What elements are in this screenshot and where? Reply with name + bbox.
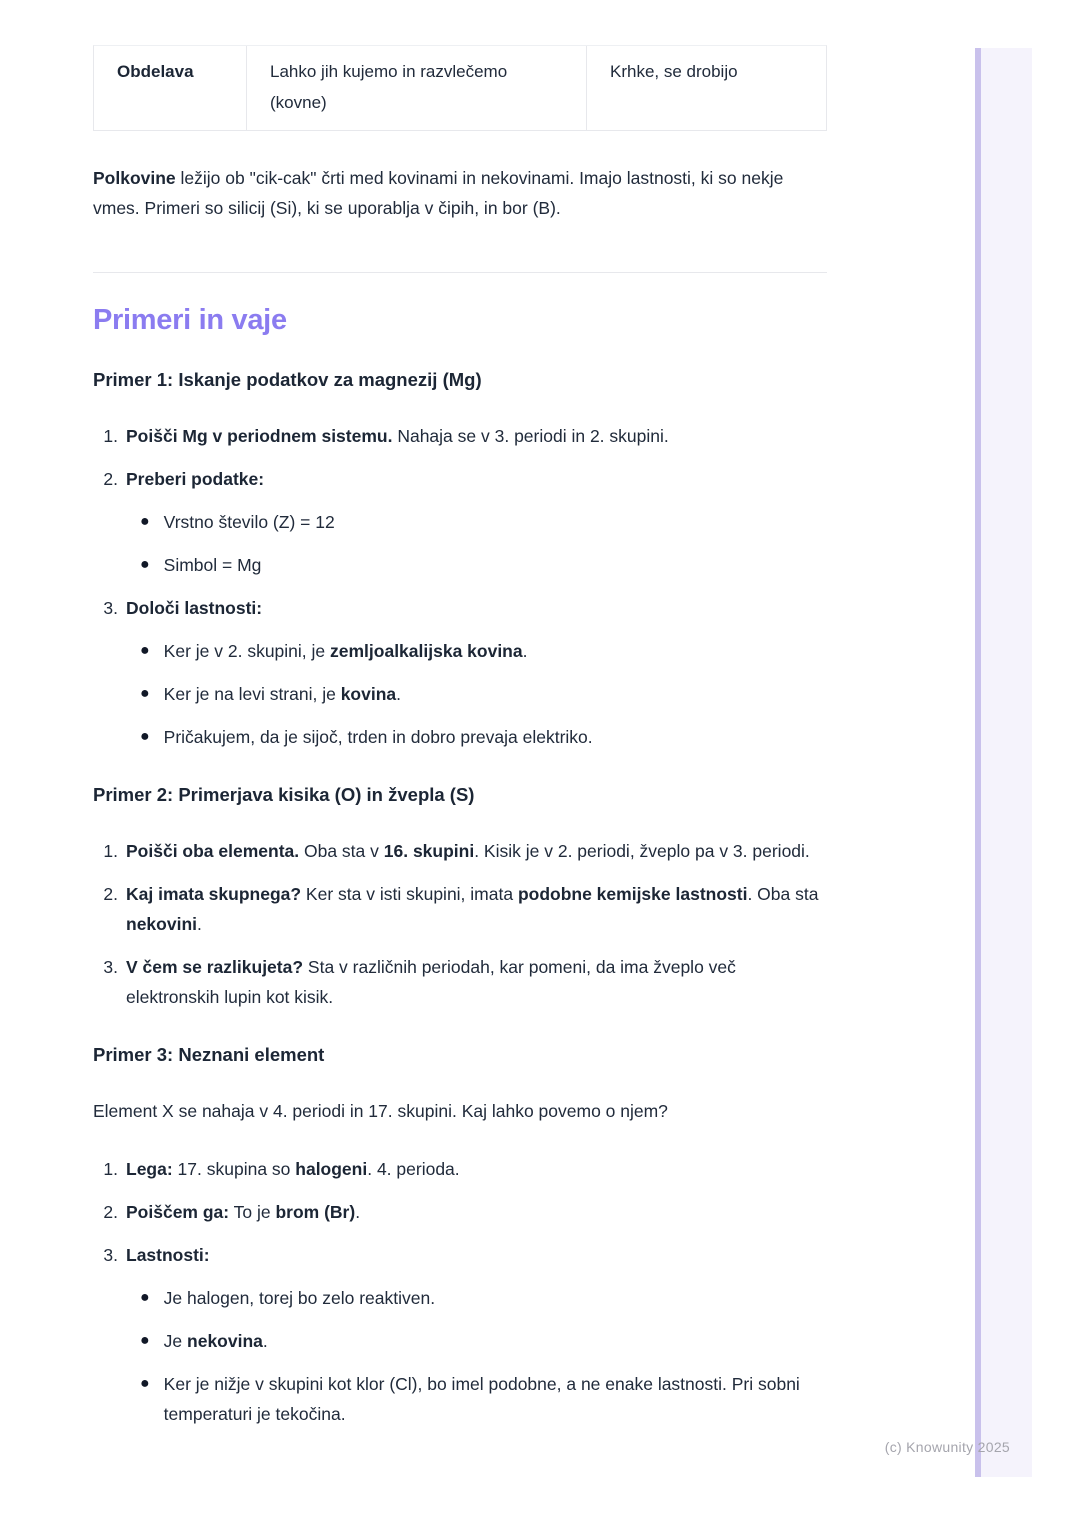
bullet-icon: ● bbox=[140, 685, 150, 702]
sub-bullet-list bbox=[126, 507, 827, 580]
right-margin-stripe bbox=[975, 48, 1032, 1477]
bullet-text: Ker je na levi strani, je kovina. bbox=[163, 684, 402, 704]
bullet-icon: ● bbox=[140, 728, 150, 745]
bullet-item bbox=[140, 1326, 827, 1356]
bullet-icon: ● bbox=[140, 513, 150, 530]
bullet-item bbox=[140, 550, 827, 580]
list-item-text: Poiščem ga: To je brom (Br). bbox=[126, 1202, 361, 1222]
list-item-text: Lastnosti: bbox=[126, 1245, 210, 1265]
list-item bbox=[93, 593, 827, 752]
list-number: 1. bbox=[103, 426, 118, 446]
primer2-list bbox=[93, 836, 827, 1012]
properties-table-fragment bbox=[93, 45, 827, 131]
list-item bbox=[93, 464, 827, 580]
list-item bbox=[93, 421, 827, 451]
bullet-text: Vrstno število (Z) = 12 bbox=[163, 512, 335, 532]
bullet-text: Pričakujem, da je sijoč, trden in dobro prevaja elektriko. bbox=[163, 727, 593, 747]
list-number: 3. bbox=[103, 1245, 118, 1265]
sub-bullet-list bbox=[126, 636, 827, 752]
bullet-icon: ● bbox=[140, 1289, 150, 1306]
list-number: 2. bbox=[103, 1202, 118, 1222]
bullet-text: Ker je v 2. skupini, je zemljoalkalijska kovina. bbox=[163, 641, 528, 661]
sub-bullet-list bbox=[126, 1283, 827, 1429]
table-cell-nonmetals: Krhke, se drobijo bbox=[586, 46, 828, 130]
bullet-text: Ker je nižje v skupini kot klor (Cl), bo imel podobne, a ne enake lastnosti. Pri sobni temperaturi je tekočina. bbox=[163, 1374, 800, 1424]
bullet-icon: ● bbox=[140, 556, 150, 573]
list-item bbox=[93, 879, 827, 939]
primer1-list bbox=[93, 421, 827, 752]
section-heading: Primeri in vaje bbox=[93, 304, 287, 336]
bullet-text: Je halogen, torej bo zelo reaktiven. bbox=[163, 1288, 436, 1308]
bullet-item bbox=[140, 679, 827, 709]
bullet-item bbox=[140, 1283, 827, 1313]
list-item bbox=[93, 1197, 827, 1227]
list-item-text: Kaj imata skupnega? Ker sta v isti skupini, imata podobne kemijske lastnosti. Oba sta nekovini. bbox=[126, 884, 819, 934]
list-item-text: Lega: 17. skupina so halogeni. 4. perioda. bbox=[126, 1159, 460, 1179]
bullet-icon: ● bbox=[140, 1332, 150, 1349]
bullet-icon: ● bbox=[140, 642, 150, 659]
watermark: (c) Knowunity 2025 bbox=[884, 1439, 1010, 1455]
table-cell-metals: Lahko jih kujemo in razvlečemo (kovne) bbox=[246, 46, 586, 130]
list-number: 1. bbox=[103, 1159, 118, 1179]
list-item bbox=[93, 1154, 827, 1184]
list-item-text: V čem se razlikujeta? Sta v različnih periodah, kar pomeni, da ima žveplo več elektronskih lupin kot kisik. bbox=[126, 957, 736, 1007]
section-divider bbox=[93, 272, 827, 273]
list-item bbox=[93, 836, 827, 866]
bullet-item bbox=[140, 507, 827, 537]
document-content bbox=[93, 0, 827, 1429]
bullet-item bbox=[140, 1369, 827, 1429]
list-item-text: Poišči oba elementa. Oba sta v 16. skupini. Kisik je v 2. periodi, žveplo pa v 3. periodi. bbox=[126, 841, 810, 861]
list-item-text: Preberi podatke: bbox=[126, 469, 265, 489]
polkovine-paragraph: Polkovine ležijo ob "cik-cak" črti med kovinami in nekovinami. Imajo lastnosti, ki so nekje vmes. Primeri so silicij (Si), ki se uporablja v čipih, in bor (B). bbox=[93, 168, 784, 218]
list-number: 2. bbox=[103, 884, 118, 904]
bullet-item bbox=[140, 636, 827, 666]
list-item-text: Poišči Mg v periodnem sistemu. Nahaja se v 3. periodi in 2. skupini. bbox=[126, 426, 669, 446]
list-item bbox=[93, 952, 827, 1012]
bullet-text: Simbol = Mg bbox=[163, 555, 262, 575]
primer2-title: Primer 2: Primerjava kisika (O) in žvepla (S) bbox=[93, 784, 475, 805]
bullet-item bbox=[140, 722, 827, 752]
table-cell-property: Obdelava bbox=[117, 62, 194, 81]
list-number: 2. bbox=[103, 469, 118, 489]
primer1-title: Primer 1: Iskanje podatkov za magnezij (Mg) bbox=[93, 369, 482, 390]
list-number: 3. bbox=[103, 598, 118, 618]
primer3-intro-paragraph: Element X se nahaja v 4. periodi in 17. skupini. Kaj lahko povemo o njem? bbox=[93, 1101, 668, 1121]
list-item-text: Določi lastnosti: bbox=[126, 598, 263, 618]
list-number: 1. bbox=[103, 841, 118, 861]
bullet-icon: ● bbox=[140, 1375, 150, 1392]
bullet-text: Je nekovina. bbox=[163, 1331, 268, 1351]
list-number: 3. bbox=[103, 957, 118, 977]
primer3-list bbox=[93, 1154, 827, 1429]
list-item bbox=[93, 1240, 827, 1429]
primer3-title: Primer 3: Neznani element bbox=[93, 1044, 325, 1065]
